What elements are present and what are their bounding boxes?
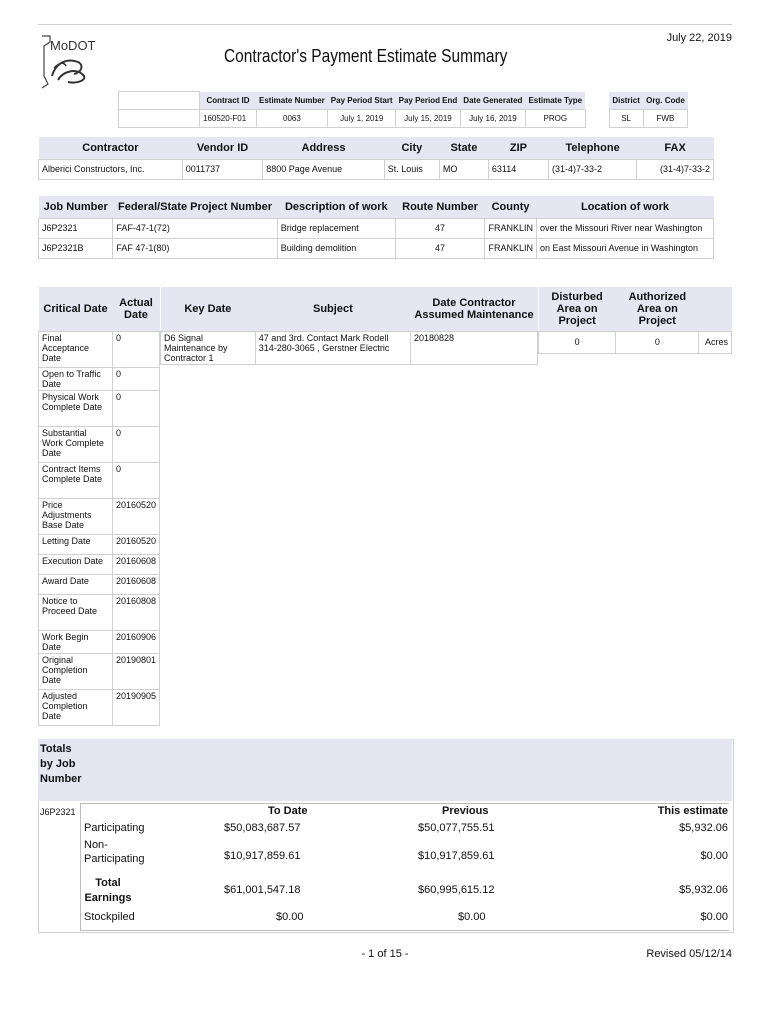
city-header: City [384,137,439,159]
top-rule [38,24,732,25]
jobs-table [38,196,714,259]
totals-label: Totals by Job Number [40,743,82,785]
authorized-area-value: 0 [616,331,699,353]
job-number-cell: J6P2321B [39,238,113,258]
table-row [39,534,160,554]
actual-date-value: 20160608 [112,574,159,594]
actual-date-value: 20160906 [112,630,159,653]
stockpiled-previous: $0.00 [458,911,486,923]
to-date-header: To Date [268,805,308,817]
location-cell: on East Missouri Avenue in Washington [536,238,713,258]
table-row [39,426,160,462]
stockpiled-label: Stockpiled [84,911,135,923]
critical-date-label: Award Date [39,574,113,594]
non-participating-label: Non-Participating [84,839,145,865]
critical-date-label: Execution Date [39,554,113,574]
total-earnings-previous: $60,995,615.12 [418,884,495,896]
table-row [161,331,538,364]
non-participating-to-date: $10,917,859.61 [224,850,301,862]
table-row [39,390,160,426]
contractor-table [38,137,714,180]
revised-date: Revised 05/12/14 [646,948,732,960]
telephone-value: (31-4)7-33-2 [549,159,637,179]
critical-date-label: Work Begin Date [39,630,113,653]
table-row [39,630,160,653]
critical-date-label: Price Adjustments Base Date [39,498,113,534]
table-row [39,594,160,630]
pay-end-value: July 15, 2019 [396,110,461,128]
pay-start-value: July 1, 2019 [328,110,396,128]
table-row [39,462,160,498]
fax-header: FAX [637,137,714,159]
vendor-id-header: Vendor ID [182,137,263,159]
contract-id-header: Contract ID [200,92,257,110]
estimate-type-value: PROG [525,110,585,128]
address-header: Address [263,137,385,159]
description-cell: Building demolition [277,238,395,258]
table-row [39,689,160,725]
county-cell: FRANKLIN [485,218,537,238]
contract-id-value: 160520-F01 [200,110,257,128]
actual-date-value: 0 [112,331,159,367]
fax-value: (31-4)7-33-2 [637,159,714,179]
totals-job-number: J6P2321 [40,807,76,817]
total-earnings-this: $5,932.06 [679,884,728,896]
stockpiled-to-date: $0.00 [276,911,304,923]
telephone-header: Telephone [549,137,637,159]
project-number-cell: FAF 47-1(80) [113,238,277,258]
table-row [39,367,160,390]
contractor-header: Contractor [39,137,183,159]
actual-date-value: 20190801 [112,653,159,689]
critical-date-label: Substantial Work Complete Date [39,426,113,462]
pay-end-header: Pay Period End [396,92,461,110]
table-row [39,218,714,238]
table-row [39,331,160,367]
disturbed-area-value: 0 [539,331,616,353]
actual-date-value: 20190905 [112,689,159,725]
critical-date-label: Letting Date [39,534,113,554]
maintenance-date-header: Date Contractor Assumed Maintenance [410,287,537,331]
participating-this: $5,932.06 [679,822,728,834]
date-generated-value: July 16, 2019 [460,110,525,128]
participating-previous: $50,077,755.51 [418,822,495,834]
area-table [538,287,732,354]
non-participating-this: $0.00 [700,850,728,862]
estimate-number-value: 0063 [256,110,328,128]
estimate-type-header: Estimate Type [525,92,585,110]
key-date-header: Key Date [161,287,256,331]
key-date-cell: D6 Signal Maintenance by Contractor 1 [161,331,256,364]
city-value: St. Louis [384,159,439,179]
address-value: 8800 Page Avenue [263,159,385,179]
critical-date-label: Notice to Proceed Date [39,594,113,630]
vendor-id-value: 0011737 [182,159,263,179]
actual-date-value: 0 [112,390,159,426]
pay-start-header: Pay Period Start [328,92,396,110]
critical-date-label: Open to Traffic Date [39,367,113,390]
estimate-number-header: Estimate Number [256,92,328,110]
route-number-cell: 47 [395,238,484,258]
description-cell: Bridge replacement [277,218,395,238]
actual-date-value: 20160808 [112,594,159,630]
table-row [39,498,160,534]
total-earnings-label: Total Earnings [84,877,132,904]
critical-dates-table [38,287,160,726]
participating-label: Participating [84,822,145,834]
job-number-header: Job Number [39,196,113,218]
critical-date-header: Critical Date [39,287,113,331]
job-number-cell: J6P2321 [39,218,113,238]
table-row [39,238,714,258]
date-generated-header: Date Generated [460,92,525,110]
route-number-cell: 47 [395,218,484,238]
actual-date-value: 20160520 [112,498,159,534]
state-header: State [439,137,488,159]
table-row [39,653,160,689]
project-number-cell: FAF-47-1(72) [113,218,277,238]
org-code-value: FWB [643,110,688,128]
total-earnings-to-date: $61,001,547.18 [224,884,301,896]
route-number-header: Route Number [395,196,484,218]
non-participating-previous: $10,917,859.61 [418,850,495,862]
district-header: District [609,92,643,110]
critical-date-label: Original Completion Date [39,653,113,689]
page-title: Contractor's Payment Estimate Summary [224,46,508,66]
modot-logo [38,32,110,90]
this-estimate-header: This estimate [657,805,728,817]
report-date: July 22, 2019 [666,32,732,44]
subject-header: Subject [255,287,410,331]
actual-date-value: 0 [112,367,159,390]
district-value: SL [609,110,643,128]
project-number-header: Federal/State Project Number [113,196,277,218]
table-row [39,574,160,594]
state-value: MO [439,159,488,179]
org-code-header: Org. Code [643,92,688,110]
county-header: County [485,196,537,218]
participating-to-date: $50,083,687.57 [224,822,301,834]
zip-header: ZIP [488,137,548,159]
contractor-name: Alberici Constructors, Inc. [39,159,183,179]
totals-inner-box [80,803,729,931]
critical-date-label: Physical Work Complete Date [39,390,113,426]
critical-date-label: Contract Items Complete Date [39,462,113,498]
actual-date-value: 0 [112,426,159,462]
previous-header: Previous [442,805,489,817]
page-number: - 1 of 15 - [361,948,409,960]
table-row [39,554,160,574]
actual-date-header: Actual Date [112,287,159,331]
disturbed-area-header: Disturbed Area on Project [539,287,616,331]
actual-date-value: 20160608 [112,554,159,574]
subject-cell: 47 and 3rd. Contact Mark Rodell 314-280-3065 , Gerstner Electric [255,331,410,364]
svg-text:MoDOT: MoDOT [50,38,96,53]
contract-info-table [118,91,688,128]
actual-date-value: 0 [112,462,159,498]
totals-header-band [38,739,732,801]
location-cell: over the Missouri River near Washington [536,218,713,238]
actual-date-value: 20160520 [112,534,159,554]
zip-value: 63114 [488,159,548,179]
stockpiled-this: $0.00 [700,911,728,923]
description-header: Description of work [277,196,395,218]
location-header: Location of work [536,196,713,218]
critical-date-label: Adjusted Completion Date [39,689,113,725]
area-unit: Acres [699,331,732,353]
critical-date-label: Final Acceptance Date [39,331,113,367]
maintenance-date-cell: 20180828 [410,331,537,364]
contract-blank-cell [119,92,200,110]
key-dates-table [160,287,538,365]
authorized-area-header: Authorized Area on Project [616,287,699,331]
county-cell: FRANKLIN [485,238,537,258]
